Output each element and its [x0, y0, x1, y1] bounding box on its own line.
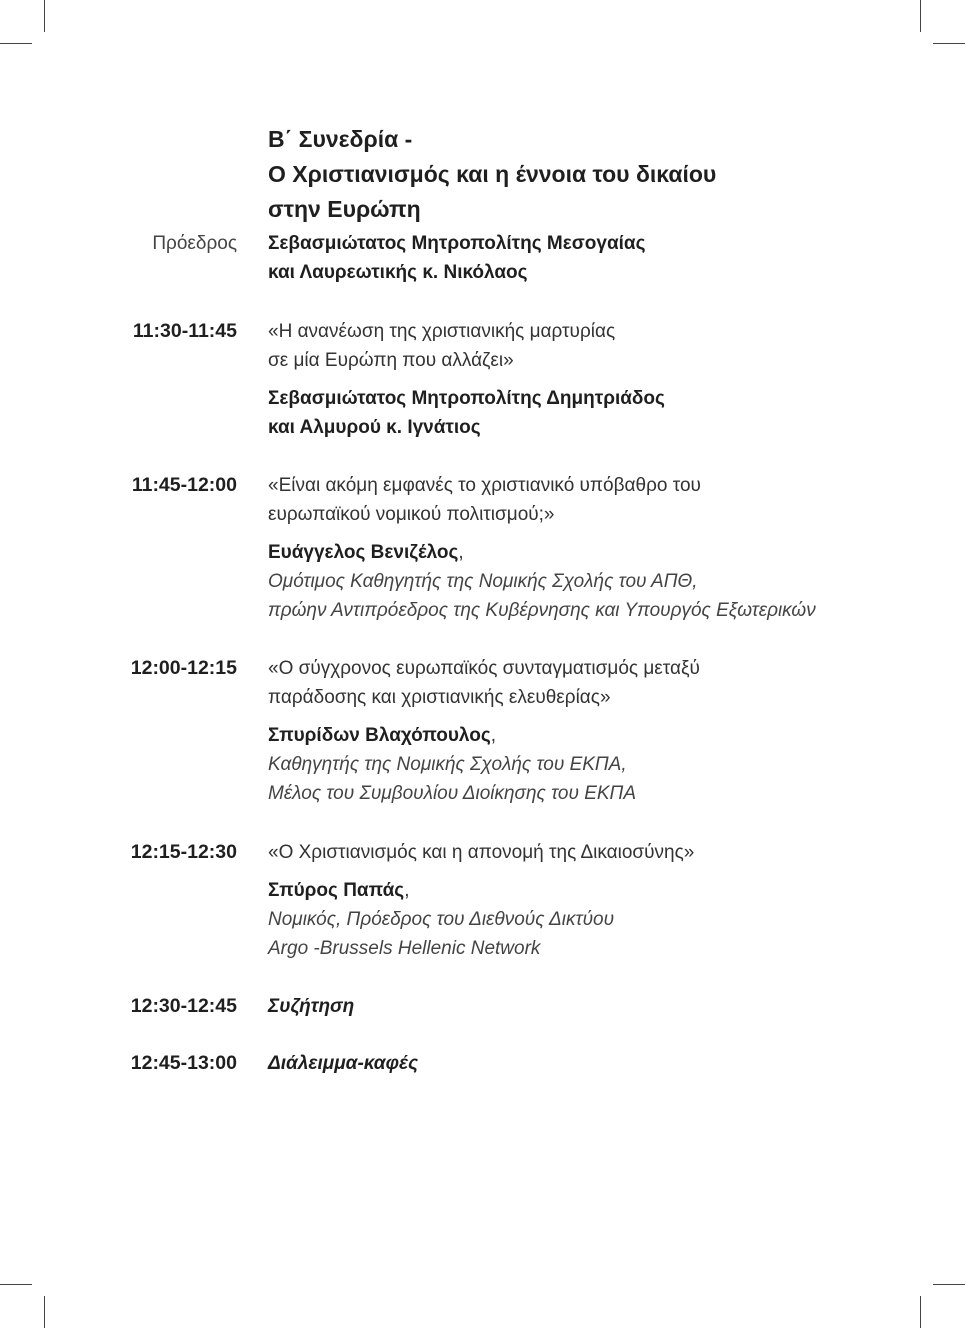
speaker-suffix: ,: [490, 725, 496, 746]
speaker-suffix: ,: [404, 880, 410, 901]
chair-name-line: και Λαυρεωτικής κ. Νικόλαος: [268, 262, 528, 283]
chair-name-line: Σεβασμιώτατος Μητροπολίτης Μεσογαίας: [268, 233, 646, 254]
discussion-label: Συζήτηση: [268, 996, 355, 1017]
talk-title-line: «Ο σύγχρονος ευρωπαϊκός συνταγματισμός μεταξύ: [268, 658, 700, 679]
speaker-name: Σπύρος Παπάς: [268, 880, 405, 901]
crop-mark-bottom-left-vertical: [44, 1296, 45, 1328]
session-title-line: Β΄ Συνεδρία -: [268, 126, 413, 152]
talk-title-line: «Ο Χριστιανισμός και η απονομή της Δικαιοσύνης»: [268, 842, 695, 863]
speaker-name-line: Σεβασμιώτατος Μητροπολίτης Δημητριάδος: [268, 388, 665, 409]
time-slot: 11:30-11:45: [132, 320, 237, 342]
item-content: [268, 838, 948, 963]
speaker-affiliation-line: Ομότιμος Καθηγητής της Νομικής Σχολής του ΑΠΘ,: [268, 571, 698, 592]
crop-mark-top-left-horizontal: [0, 43, 32, 44]
session-title-line: Ο Χριστιανισμός και η έννοια του δικαίου: [268, 161, 717, 187]
crop-mark-top-right-vertical: [920, 0, 921, 32]
item-content: [268, 471, 948, 625]
speaker-name: Σπυρίδων Βλαχόπουλος: [268, 725, 491, 746]
talk-title-line: «Η ανανέωση της χριστιανικής μαρτυρίας: [268, 321, 616, 342]
time-slot: 12:45-13:00: [130, 1052, 237, 1074]
time-slot: 12:00-12:15: [130, 657, 237, 679]
crop-mark-bottom-left-horizontal: [0, 1284, 32, 1285]
speaker-affiliation-line: Argo -Brussels Hellenic Network: [268, 938, 541, 959]
crop-mark-bottom-right-horizontal: [933, 1284, 965, 1285]
coffee-break-label: Διάλειμμα-καφές: [268, 1053, 419, 1074]
speaker-affiliation-line: πρώην Αντιπρόεδρος της Κυβέρνησης και Υπουργός Εξωτερικών: [268, 600, 816, 621]
talk-title-line: παράδοσης και χριστιανικής ελευθερίας»: [268, 687, 611, 708]
talk-title-line: ευρωπαϊκού νομικού πολιτισμού;»: [268, 504, 555, 525]
speaker-affiliation-line: Μέλος του Συμβουλίου Διοίκησης του ΕΚΠΑ: [268, 783, 636, 804]
time-slot: 12:15-12:30: [130, 841, 237, 863]
chair-name: [268, 229, 948, 287]
crop-mark-top-right-horizontal: [933, 43, 965, 44]
time-slot: 12:30-12:45: [130, 995, 237, 1017]
session-title: [268, 122, 888, 227]
speaker-affiliation-line: Νομικός, Πρόεδρος του Διεθνούς Δικτύου: [268, 909, 615, 930]
talk-title-line: σε μία Ευρώπη που αλλάζει»: [268, 350, 514, 371]
talk-title-line: «Είναι ακόμη εμφανές το χριστιανικό υπόβαθρο του: [268, 475, 701, 496]
chair-label: Πρόεδρος: [152, 233, 237, 254]
item-content: [268, 654, 948, 808]
crop-mark-bottom-right-vertical: [920, 1296, 921, 1328]
speaker-name-line: και Αλμυρού κ. Ιγνάτιος: [268, 417, 481, 438]
item-content: [268, 1049, 948, 1078]
session-title-line: στην Ευρώπη: [268, 196, 421, 222]
speaker-name: Ευάγγελος Βενιζέλος: [268, 542, 459, 563]
time-slot: 11:45-12:00: [131, 474, 237, 496]
crop-mark-top-left-vertical: [44, 0, 45, 32]
speaker-affiliation-line: Καθηγητής της Νομικής Σχολής του ΕΚΠΑ,: [268, 754, 627, 775]
item-content: [268, 317, 948, 442]
speaker-suffix: ,: [458, 542, 464, 563]
item-content: [268, 992, 948, 1021]
